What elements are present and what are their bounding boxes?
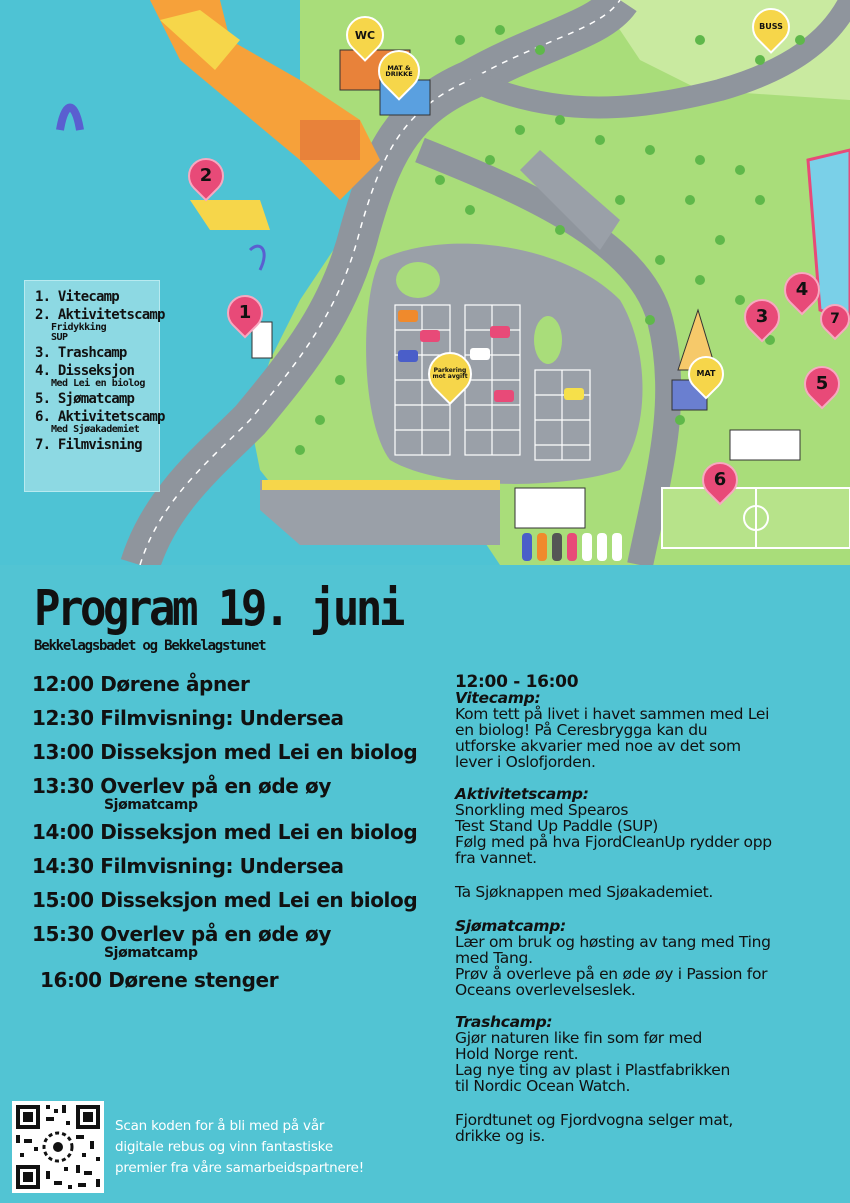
event-time: 12:00 - 16:00	[455, 672, 579, 692]
aktivitet-heading: Aktivitetscamp:	[455, 785, 589, 803]
page-title: Program 19. juni	[34, 580, 402, 638]
sjomat-heading: Sjømatcamp:	[455, 917, 566, 935]
legend-item: 5. Sjømatcamp	[35, 391, 135, 407]
pin-number: 5	[815, 373, 829, 394]
schedule-row: 14:30 Filmvisning: Undersea	[32, 854, 344, 878]
pin-number: 2	[199, 165, 213, 186]
scan-line: digitale rebus og vinn fantastiske	[115, 1139, 333, 1155]
parking-label: Parkering mot avgift	[432, 367, 468, 380]
event-map	[0, 0, 850, 565]
vitecamp-line: Kom tett på livet i havet sammen med Lei	[455, 705, 770, 723]
aktivitet-line: Snorkling med Spearos	[455, 801, 629, 819]
sjoknappen-line: Ta Sjøknappen med Sjøakademiet.	[455, 883, 713, 901]
trash-line: Gjør naturen like fin som før med	[455, 1029, 703, 1047]
food-drink-label: MAT & DRIKKE	[385, 63, 413, 78]
aktivitet-line: Test Stand Up Paddle (SUP)	[455, 817, 658, 835]
scan-line: Scan koden for å bli med på vår	[115, 1118, 325, 1134]
legend-sub: Fridykking	[51, 322, 107, 333]
schedule-row: 12:00 Dørene åpner	[32, 672, 250, 696]
legend-item: 7. Filmvisning	[35, 437, 142, 453]
pin-number: 3	[755, 306, 769, 327]
sjomat-line: Oceans overlevelseslek.	[455, 981, 636, 999]
vitecamp-line: lever i Oslofjorden.	[455, 753, 596, 771]
food-label: MAT	[696, 369, 716, 378]
legend-item: 4. Disseksjon	[35, 363, 135, 379]
schedule-row: 16:00 Dørene stenger	[40, 968, 279, 992]
legend-item: 1. Vitecamp	[35, 289, 119, 305]
trash-heading: Trashcamp:	[455, 1013, 553, 1031]
bus-label: BUSS	[759, 22, 783, 31]
sjomat-line: med Tang.	[455, 949, 533, 967]
footer-line: drikke og is.	[455, 1127, 546, 1145]
trash-line: Lag nye ting av plast i Plastfabrikken	[455, 1061, 731, 1079]
trash-line: til Nordic Ocean Watch.	[455, 1077, 631, 1095]
aktivitet-line: Følg med på hva FjordCleanUp rydder opp	[455, 833, 772, 851]
qr-code-graphic	[12, 1101, 104, 1193]
activity-details	[455, 674, 835, 1144]
schedule-row: 14:00 Disseksjon med Lei en biolog	[32, 820, 418, 844]
sjomat-line: Lær om bruk og høsting av tang med Ting	[455, 933, 771, 951]
aktivitet-line: fra vannet.	[455, 849, 537, 867]
scan-text	[115, 1116, 405, 1179]
pin-number: 7	[830, 311, 840, 327]
sjomat-line: Prøv å overleve på en øde øy i Passion for	[455, 965, 768, 983]
scan-line: premier fra våre samarbeidspartnere!	[115, 1160, 364, 1176]
legend-item: 2. Aktivitetscamp	[35, 307, 165, 323]
schedule-row: 13:00 Disseksjon med Lei en biolog	[32, 740, 418, 764]
footer-line: Fjordtunet og Fjordvogna selger mat,	[455, 1111, 733, 1129]
legend-sub: Med Sjøakademiet	[51, 424, 140, 435]
pin-number: 1	[238, 302, 252, 323]
schedule-row: 15:30 Overlev på en øde øy Sjømatcamp	[32, 922, 442, 960]
pin-number: 4	[795, 279, 809, 300]
pin-number: 6	[713, 469, 727, 490]
legend-item: 6. Aktivitetscamp	[35, 409, 165, 425]
schedule-row: 13:30 Overlev på en øde øy Sjømatcamp	[32, 774, 442, 812]
map-legend	[24, 280, 165, 492]
legend-item: 3. Trashcamp	[35, 345, 127, 361]
schedule-row: 15:00 Disseksjon med Lei en biolog	[32, 888, 418, 912]
schedule-note: Sjømatcamp	[104, 945, 198, 961]
legend-sub: SUP	[51, 332, 68, 343]
vitecamp-line: utforske akvarier med noe av det som	[455, 737, 741, 755]
schedule-row: 12:30 Filmvisning: Undersea	[32, 706, 344, 730]
vitecamp-heading: Vitecamp:	[455, 689, 541, 707]
vitecamp-line: en biolog! På Ceresbrygga kan du	[455, 721, 708, 739]
qr-code[interactable]	[12, 1101, 104, 1193]
page-subtitle: Bekkelagsbadet og Bekkelagstunet	[34, 638, 266, 654]
schedule-note: Sjømatcamp	[104, 797, 198, 813]
legend-sub: Med Lei en biolog	[51, 378, 145, 389]
wc-label: WC	[354, 28, 376, 42]
schedule-list	[32, 672, 442, 992]
trash-line: Hold Norge rent.	[455, 1045, 579, 1063]
